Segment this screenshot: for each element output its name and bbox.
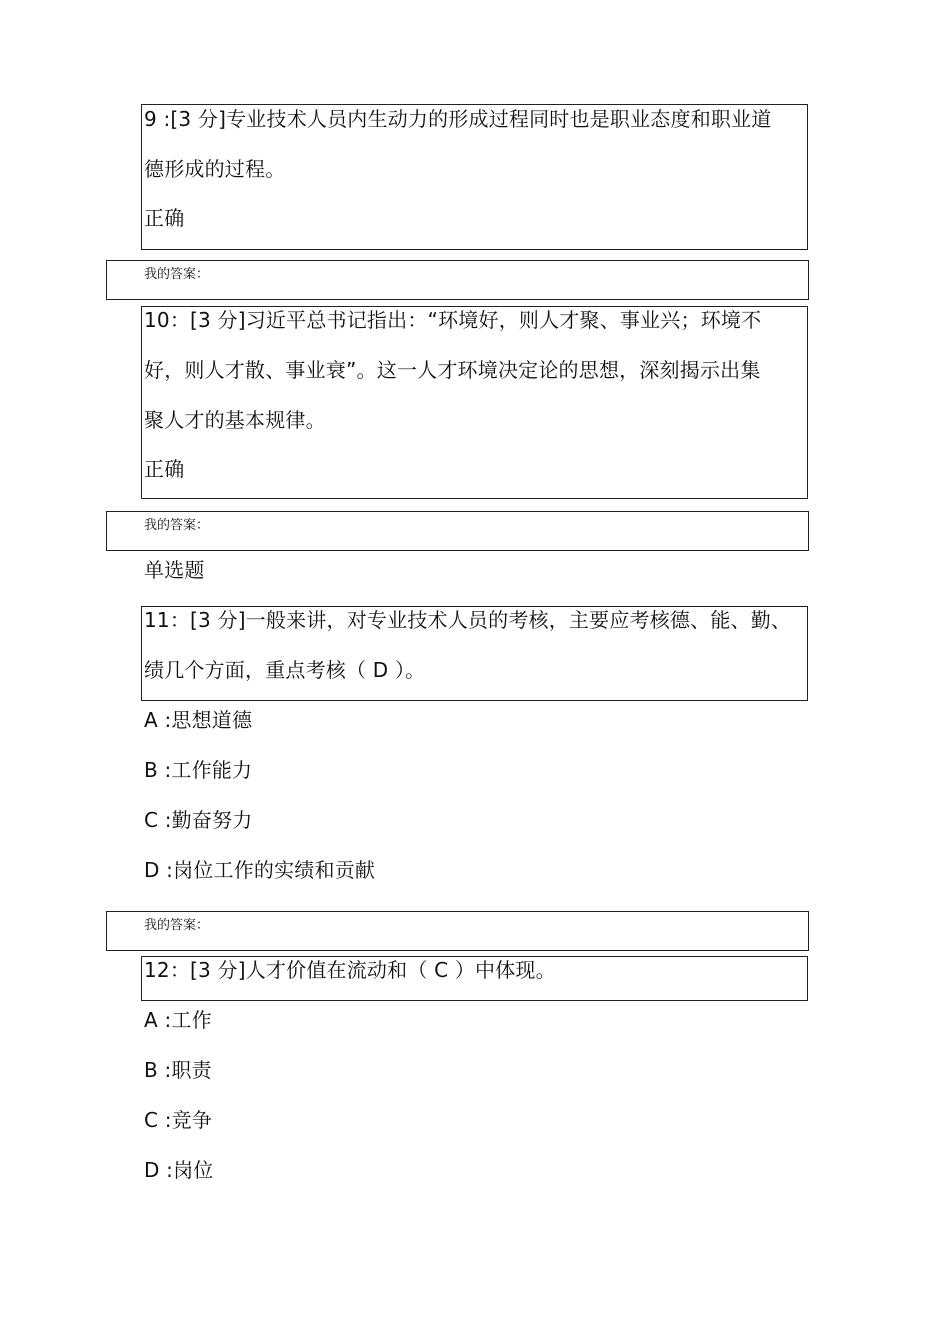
question-10-text-line-1: 10：[3 分]习近平总书记指出：“环境好，则人才聚、事业兴；环境不 — [144, 308, 762, 332]
question-11-option-d[interactable]: D :岗位工作的实绩和贡献 — [144, 858, 376, 882]
question-11-option-b[interactable]: B :工作能力 — [144, 758, 253, 782]
my-answer-label-9: 我的答案： — [144, 267, 210, 282]
question-11-text-line-1: 11：[3 分]一般来讲，对专业技术人员的考核，主要应考核德、能、勤、 — [144, 608, 792, 632]
question-11-text-line-2: 绩几个方面，重点考核（ D ）。 — [144, 658, 426, 682]
question-9-answer: 正确 — [144, 206, 185, 230]
question-12-option-b[interactable]: B :职责 — [144, 1058, 212, 1082]
question-12-option-d[interactable]: D :岗位 — [144, 1158, 214, 1182]
question-10-text-line-3: 聚人才的基本规律。 — [144, 408, 326, 432]
my-answer-label-11: 我的答案： — [144, 918, 210, 933]
section-heading-single-choice: 单选题 — [144, 558, 205, 582]
my-answer-label-10: 我的答案： — [144, 518, 210, 533]
question-12-option-a[interactable]: A :工作 — [144, 1008, 212, 1032]
question-9-text-line-1: 9 :[3 分]专业技术人员内生动力的形成过程同时也是职业态度和职业道 — [144, 107, 772, 131]
question-12-option-c[interactable]: C :竞争 — [144, 1108, 213, 1132]
question-9-text-line-2: 德形成的过程。 — [144, 157, 286, 181]
my-answer-box-9[interactable] — [106, 260, 809, 300]
my-answer-box-10[interactable] — [106, 511, 809, 551]
question-12-text-line-1: 12：[3 分]人才价值在流动和（ C ）中体现。 — [144, 958, 556, 982]
question-10-text-line-2: 好，则人才散、事业衰”。这一人才环境决定论的思想，深刻揭示出集 — [144, 358, 761, 382]
question-11-option-c[interactable]: C :勤奋努力 — [144, 808, 253, 832]
question-10-answer: 正确 — [144, 457, 185, 481]
question-11-option-a[interactable]: A :思想道德 — [144, 708, 253, 732]
my-answer-box-11[interactable] — [106, 911, 809, 951]
